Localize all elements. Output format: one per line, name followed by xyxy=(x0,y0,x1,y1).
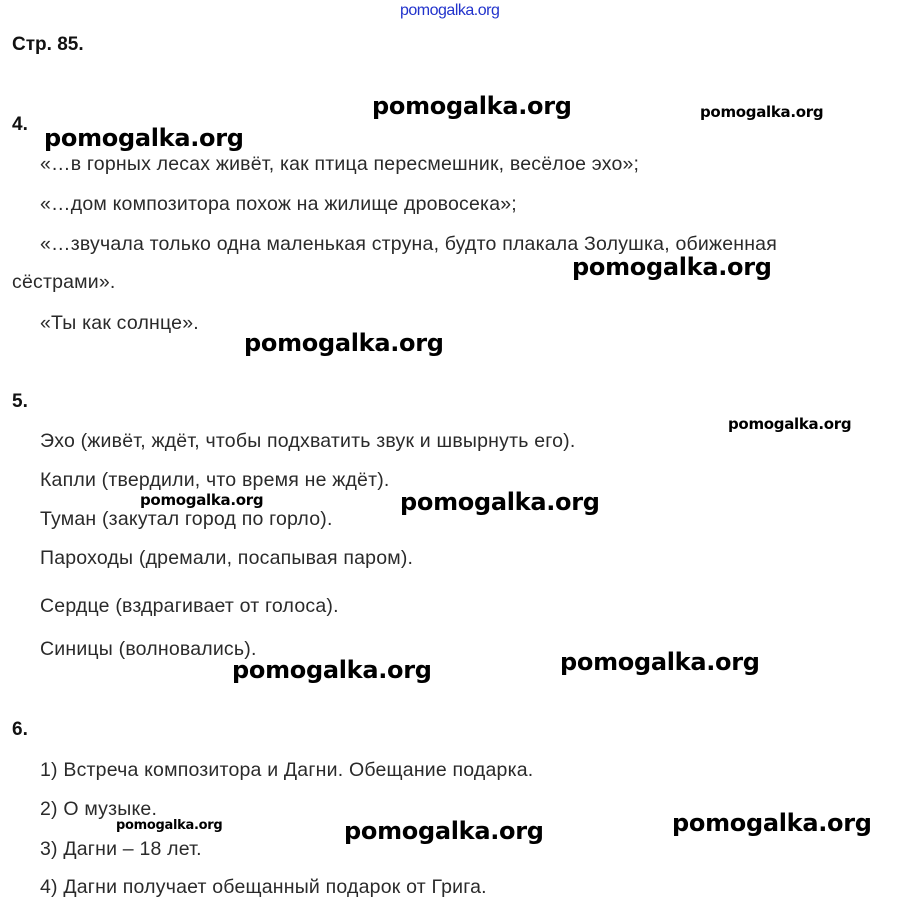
watermark: pomogalka.org xyxy=(400,488,600,516)
text-line: 2) О музыке. xyxy=(40,798,158,820)
text-line: «…в горных лесах живёт, как птица пересмешник, весёлое эхо»; xyxy=(40,153,640,175)
text-line: Пароходы (дремали, посапывая паром). xyxy=(40,547,414,569)
text-line: 3) Дагни – 18 лет. xyxy=(40,838,202,860)
watermark: pomogalka.org xyxy=(700,103,824,121)
text-line: «…дом композитора похож на жилище дровосека»; xyxy=(40,193,517,215)
watermark: pomogalka.org xyxy=(344,817,544,845)
text-line: 4) Дагни получает обещанный подарок от Грига. xyxy=(40,876,487,898)
watermark: pomogalka.org xyxy=(44,124,244,152)
watermark: pomogalka.org xyxy=(116,818,223,833)
page-title: Стр. 85. xyxy=(12,34,84,55)
watermark: pomogalka.org xyxy=(672,809,872,837)
section-number: 6. xyxy=(12,719,28,740)
text-line: Синицы (волновались). xyxy=(40,638,257,660)
text-line: Туман (закутал город по горло). xyxy=(40,508,333,530)
top-link[interactable]: pomogalka.org xyxy=(400,2,500,19)
text-line: Сердце (вздрагивает от голоса). xyxy=(40,595,339,617)
watermark: pomogalka.org xyxy=(572,253,772,281)
watermark: pomogalka.org xyxy=(244,329,444,357)
text-line: Эхо (живёт, ждёт, чтобы подхватить звук и швырнуть его). xyxy=(40,430,576,452)
text-line: сёстрами». xyxy=(12,271,116,293)
text-line: Капли (твердили, что время не ждёт). xyxy=(40,469,390,491)
section-number: 4. xyxy=(12,114,28,135)
watermark: pomogalka.org xyxy=(372,92,572,120)
watermark: pomogalka.org xyxy=(560,648,760,676)
watermark: pomogalka.org xyxy=(140,491,264,509)
section-number: 5. xyxy=(12,391,28,412)
text-line: «…звучала только одна маленькая струна, будто плакала Золушка, обиженная xyxy=(40,233,777,255)
text-line: «Ты как солнце». xyxy=(40,312,199,334)
watermark: pomogalka.org xyxy=(728,415,852,433)
watermark: pomogalka.org xyxy=(232,656,432,684)
text-line: 1) Встреча композитора и Дагни. Обещание подарка. xyxy=(40,759,534,781)
